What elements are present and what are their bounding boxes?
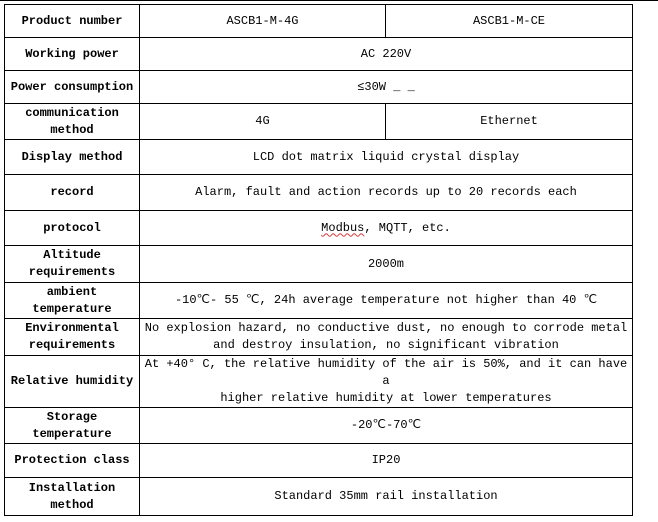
value-environmental-line1: No explosion hazard, no conductive dust, no enough to corrode metal <box>144 321 628 335</box>
label-altitude <box>5 246 140 283</box>
row-communication-method <box>5 104 633 140</box>
value-protocol-rest: , MQTT, etc. <box>364 220 451 235</box>
label-installation-line2: method <box>50 497 94 512</box>
top-edge-line <box>0 0 658 1</box>
label-record: record <box>5 175 140 211</box>
value-humidity-line1: At +40° C, the relative humidity of the air is 50%, and it can have a <box>144 357 628 388</box>
value-communication-ethernet: Ethernet <box>386 104 633 140</box>
row-altitude <box>5 246 633 283</box>
specification-table <box>4 4 633 516</box>
value-humidity-line2: higher relative humidity at lower temperatures <box>220 391 552 405</box>
label-storage-temperature: Storage temperature <box>5 408 140 444</box>
value-ambient-temperature: -10℃- 55 ℃, 24h average temperature not higher than 40 ℃ <box>140 283 633 319</box>
label-ambient-temperature: ambient temperature <box>5 283 140 319</box>
label-communication-line2: method <box>50 122 94 137</box>
value-communication-4g: 4G <box>140 104 386 140</box>
value-protection-class: IP20 <box>140 444 633 478</box>
row-record <box>5 175 633 211</box>
row-ambient-temperature <box>5 283 633 319</box>
value-relative-humidity <box>140 356 633 408</box>
label-environmental-line2: requirements <box>28 338 116 352</box>
label-power-consumption: Power consumption <box>5 71 140 104</box>
label-altitude-line1: Altitude <box>43 248 101 262</box>
value-environmental-line2: and destroy insulation, no significant vibration <box>213 338 559 352</box>
label-product-number: Product number <box>5 5 140 38</box>
row-installation-method <box>5 478 633 516</box>
value-record: Alarm, fault and action records up to 20 records each <box>140 175 633 211</box>
row-protection-class <box>5 444 633 478</box>
row-power-consumption <box>5 71 633 104</box>
label-environmental-line1: Environmental <box>25 321 119 335</box>
value-altitude: 2000m <box>140 246 633 283</box>
value-environmental <box>140 319 633 356</box>
label-installation-method <box>5 478 140 516</box>
value-working-power: AC 220V <box>140 38 633 71</box>
label-installation-line1: Installation <box>28 480 116 495</box>
row-environmental <box>5 319 633 356</box>
label-relative-humidity: Relative humidity <box>5 356 140 408</box>
row-product-number <box>5 5 633 38</box>
label-protection-class: Protection class <box>5 444 140 478</box>
row-relative-humidity <box>5 356 633 408</box>
label-working-power: Working power <box>5 38 140 71</box>
label-environmental <box>5 319 140 356</box>
value-storage-temperature: -20℃-70℃ <box>140 408 633 444</box>
spellcheck-word: Modbus <box>321 220 365 235</box>
row-display-method <box>5 140 633 175</box>
label-communication-method <box>5 104 140 140</box>
value-installation-method: Standard 35mm rail installation <box>140 478 633 516</box>
value-protocol <box>140 211 633 246</box>
value-product-number-4g: ASCB1-M-4G <box>140 5 386 38</box>
value-power-consumption: ≤30W _ _ <box>140 71 633 104</box>
row-storage-temperature <box>5 408 633 444</box>
label-communication-line1: communication <box>25 105 119 120</box>
label-protocol: protocol <box>5 211 140 246</box>
value-product-number-ce: ASCB1-M-CE <box>386 5 633 38</box>
value-display-method: LCD dot matrix liquid crystal display <box>140 140 633 175</box>
row-protocol <box>5 211 633 246</box>
row-working-power <box>5 38 633 71</box>
label-altitude-line2: requirements <box>28 265 116 279</box>
label-display-method: Display method <box>5 140 140 175</box>
